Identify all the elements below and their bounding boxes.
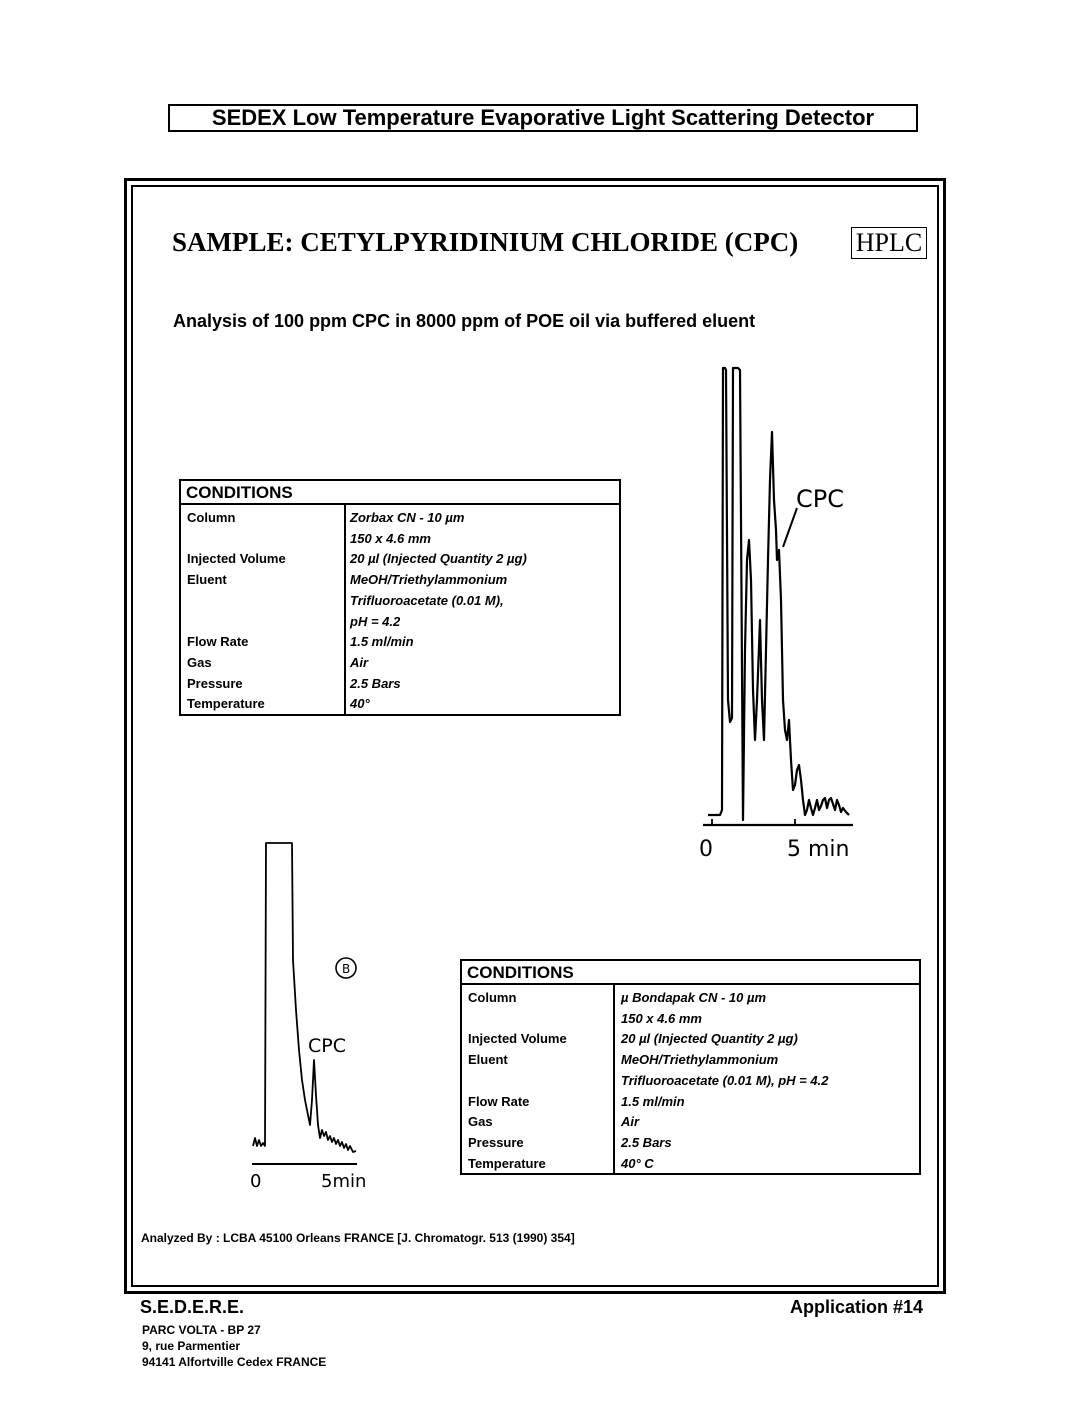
- sample-title: SAMPLE: CETYLPYRIDINIUM CHLORIDE (CPC): [172, 227, 799, 257]
- condition-label: Flow Rate: [187, 634, 249, 650]
- condition-value: Air: [621, 1114, 640, 1130]
- condition-label: Gas: [187, 654, 212, 670]
- chromatogram-b-peak-label: CPC: [308, 1035, 346, 1057]
- footer-address-line: 9, rue Parmentier: [142, 1339, 241, 1353]
- chromatogram-a-axis-start: 0: [699, 837, 713, 862]
- condition-value: 40°: [350, 696, 370, 712]
- condition-label: Injected Volume: [187, 551, 286, 567]
- footer-company: S.E.D.E.R.E.: [140, 1297, 245, 1317]
- condition-row: [462, 1112, 919, 1133]
- conditions-heading: CONDITIONS: [181, 481, 619, 505]
- condition-row: [181, 570, 619, 591]
- analyzed-by-note: Analyzed By : LCBA 45100 Orleans FRANCE [J. Chromatogr. 513 (1990) 354]: [141, 1231, 575, 1245]
- chromatogram-b-trace: [253, 843, 356, 1152]
- condition-row: [181, 591, 619, 612]
- condition-value: Air: [350, 654, 369, 670]
- condition-label: Eluent: [468, 1052, 508, 1068]
- conditions-table-2: [460, 959, 921, 1175]
- condition-row: [462, 1154, 919, 1175]
- footer-address-line: 94141 Alfortville Cedex FRANCE: [142, 1355, 327, 1369]
- condition-label: Column: [468, 990, 517, 1005]
- footer-address-line: PARC VOLTA - BP 27: [142, 1323, 261, 1337]
- chromatogram-b: [240, 830, 370, 1200]
- condition-value: 20 µl (Injected Quantity 2 µg): [350, 551, 527, 567]
- condition-value: 2.5 Bars: [621, 1134, 672, 1150]
- condition-row: [181, 632, 619, 653]
- condition-label: Temperature: [187, 696, 265, 712]
- condition-label: Pressure: [187, 675, 243, 691]
- conditions-body: [181, 505, 619, 714]
- condition-row: [462, 1092, 919, 1113]
- chromatogram-a-axis-end: 5 min: [787, 837, 850, 862]
- condition-row: [181, 508, 619, 529]
- condition-row: [181, 694, 619, 715]
- condition-value: 40° C: [621, 1155, 654, 1171]
- condition-row: [462, 988, 919, 1009]
- condition-value: 20 µl (Injected Quantity 2 µg): [621, 1031, 798, 1047]
- condition-value: Trifluoroacetate (0.01 M),: [350, 592, 504, 608]
- chromatogram-b-marker: B: [342, 962, 351, 976]
- condition-row: [462, 1071, 919, 1092]
- application-number: Application #14: [790, 1297, 924, 1317]
- condition-value: 150 x 4.6 mm: [621, 1010, 702, 1026]
- condition-value: µ Bondapak CN - 10 µm: [621, 990, 767, 1005]
- condition-value: Trifluoroacetate (0.01 M), pH = 4.2: [621, 1072, 829, 1088]
- condition-label: Pressure: [468, 1134, 524, 1150]
- condition-label: Gas: [468, 1114, 493, 1130]
- condition-value: MeOH/Triethylammonium: [621, 1052, 779, 1068]
- condition-row: [462, 1029, 919, 1050]
- chromatogram-a: [680, 350, 880, 870]
- condition-label: Injected Volume: [468, 1031, 567, 1047]
- document-header-title: SEDEX Low Temperature Evaporative Light Scattering Detector: [168, 104, 918, 132]
- condition-row: [462, 1050, 919, 1071]
- hplc-badge: HPLC: [851, 227, 927, 259]
- condition-label: Eluent: [187, 572, 227, 588]
- condition-row: [181, 674, 619, 695]
- chromatogram-a-arrow: [783, 508, 797, 547]
- condition-row: [181, 653, 619, 674]
- condition-row: [181, 549, 619, 570]
- condition-row: [462, 1133, 919, 1154]
- chromatogram-b-axis-end: 5min: [321, 1171, 367, 1192]
- chromatogram-b-axis-start: 0: [250, 1171, 262, 1192]
- condition-row: [181, 529, 619, 550]
- condition-value: 1.5 ml/min: [621, 1093, 685, 1109]
- condition-label: Column: [187, 510, 236, 525]
- condition-label: Flow Rate: [468, 1093, 530, 1109]
- condition-row: [181, 612, 619, 633]
- conditions-table-1: [179, 479, 621, 716]
- chromatogram-a-peak-label: CPC: [796, 485, 844, 513]
- condition-value: pH = 4.2: [350, 613, 401, 629]
- condition-value: MeOH/Triethylammonium: [350, 572, 508, 588]
- conditions-heading: CONDITIONS: [462, 961, 919, 985]
- condition-value: Zorbax CN - 10 µm: [350, 510, 465, 525]
- condition-value: 1.5 ml/min: [350, 634, 414, 650]
- condition-label: Temperature: [468, 1155, 546, 1171]
- chromatogram-a-trace: [708, 368, 849, 820]
- condition-value: 150 x 4.6 mm: [350, 530, 431, 546]
- conditions-body: [462, 985, 919, 1173]
- condition-row: [462, 1009, 919, 1030]
- condition-value: 2.5 Bars: [350, 675, 401, 691]
- analysis-subtitle: Analysis of 100 ppm CPC in 8000 ppm of POE oil via buffered eluent: [173, 311, 756, 331]
